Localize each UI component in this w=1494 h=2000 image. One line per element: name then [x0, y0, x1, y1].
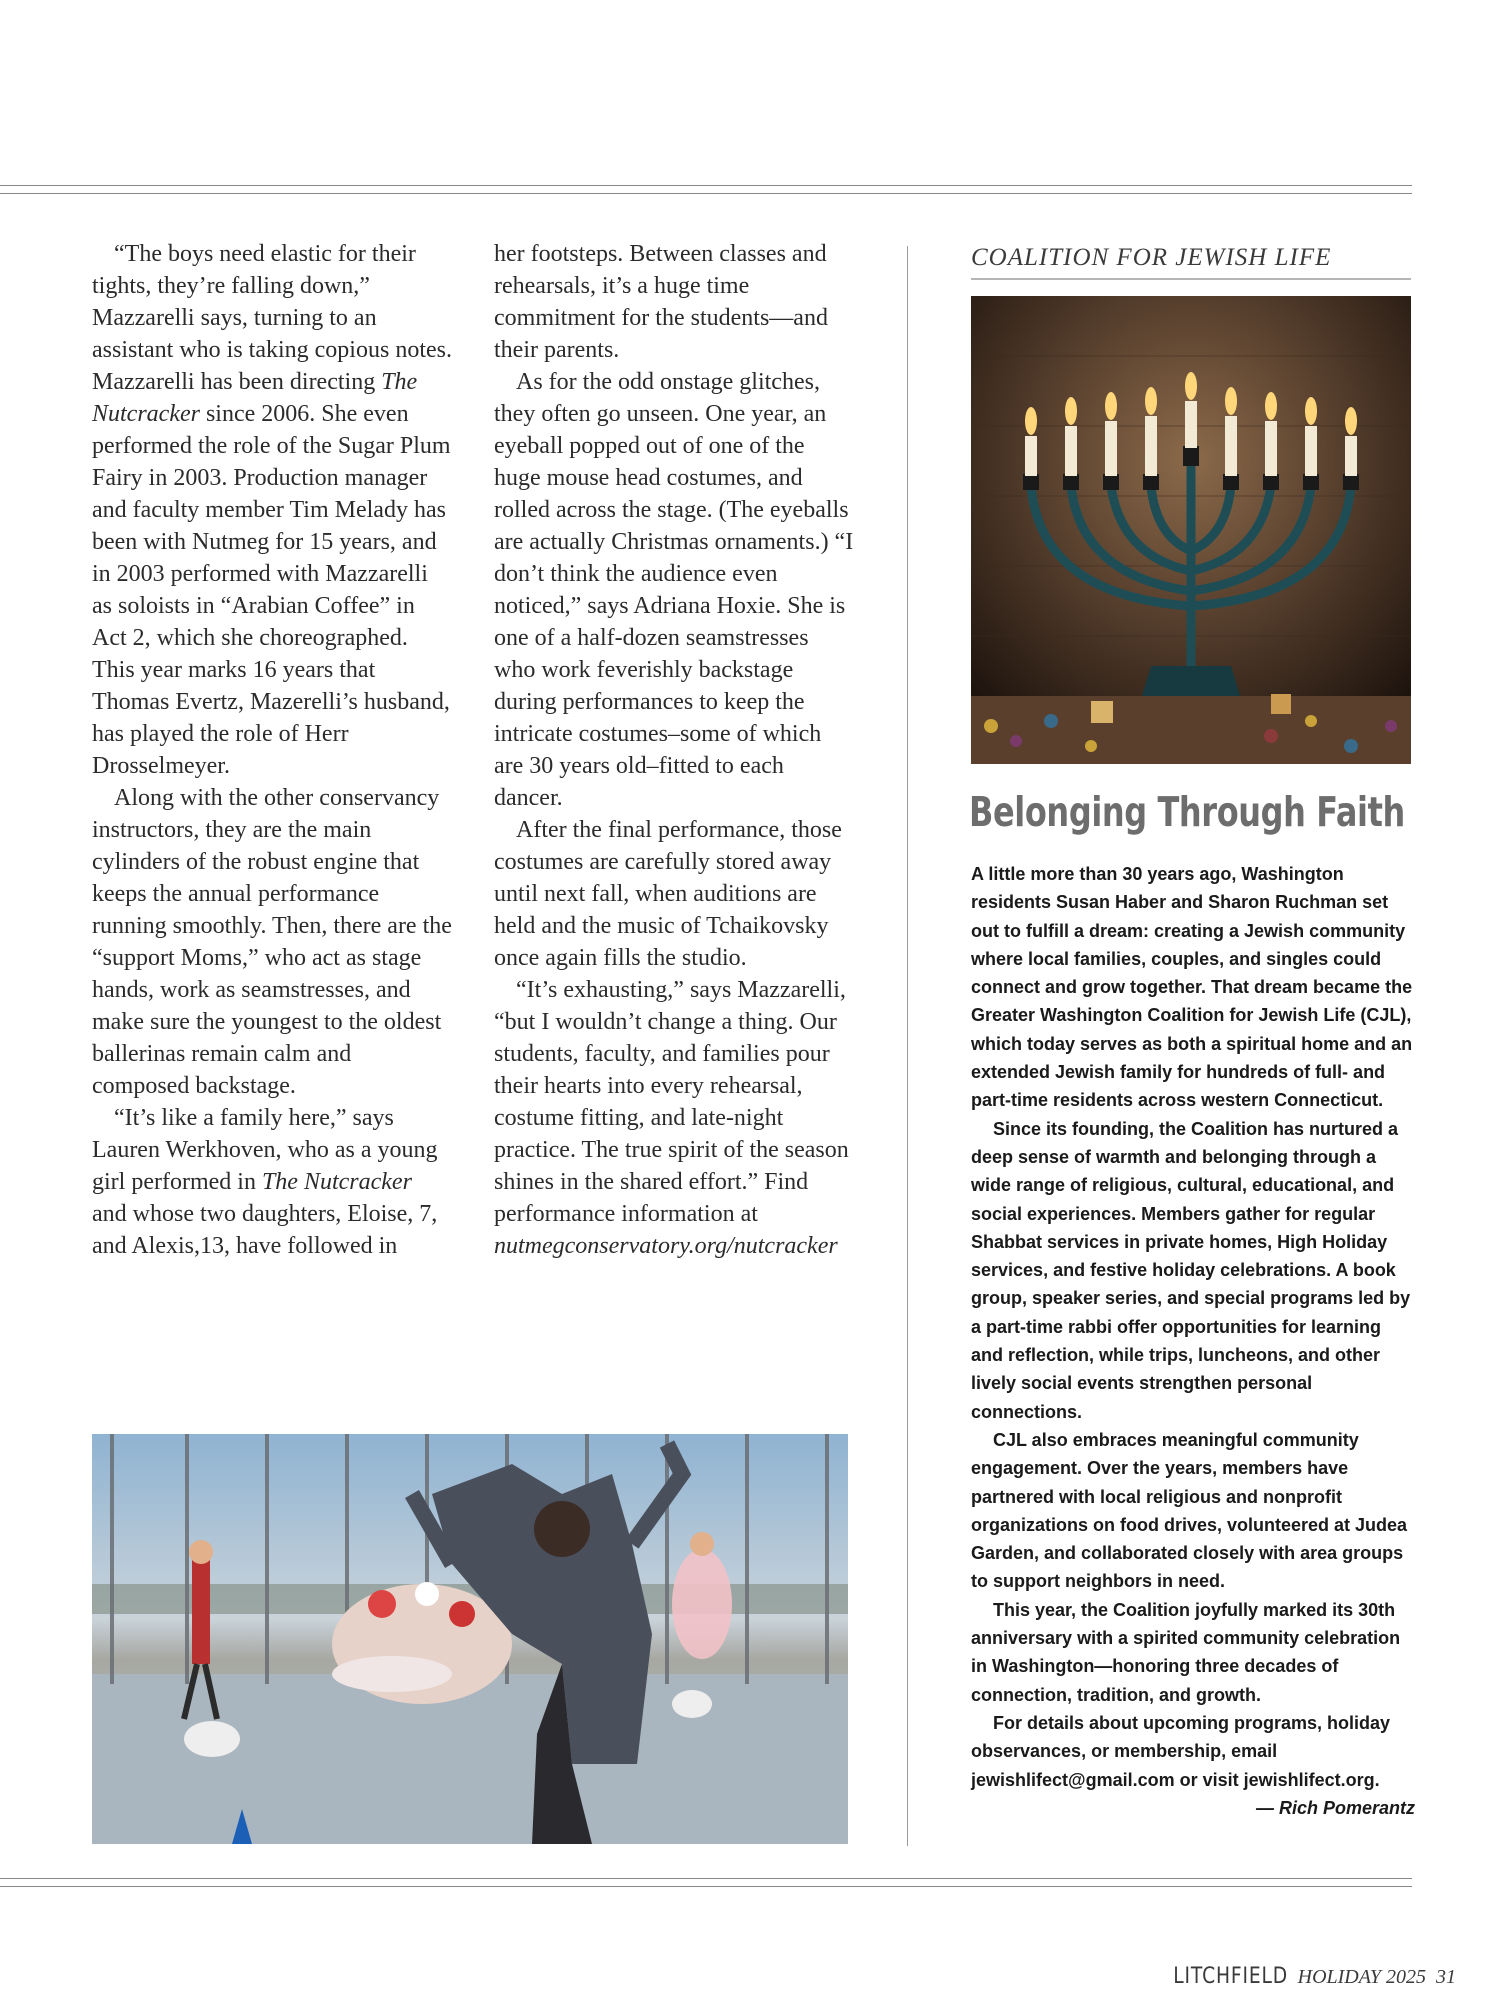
article-paragraph: her footsteps. Between classes and rehearsals, it’s a huge time commitment for the students—and their parents.: [494, 241, 828, 363]
sidebar-paragraph: CJL also embraces meaningful community engagement. Over the years, members have partnered with local religious and nonprofit organizations on food drives, volunteered at Judea Garden, and collaborated closely with area groups to support neighbors in need.: [971, 1429, 1408, 1592]
top-rule-inner: [0, 193, 1412, 194]
sidebar-section-label: COALITION FOR JEWISH LIFE: [971, 244, 1411, 280]
article-column-1: [92, 238, 452, 1262]
issue-name: HOLIDAY 2025: [1297, 1966, 1426, 1988]
column-divider: [907, 246, 908, 1846]
bottom-rule-inner: [0, 1886, 1412, 1887]
sidebar-paragraph: This year, the Coalition joyfully marked its 30th anniversary with a spirited community celebration in Washington—honoring three decades of connection, tradition, and growth.: [971, 1599, 1401, 1705]
sidebar-headline: Belonging Through Faith: [969, 788, 1405, 836]
article-paragraph: “It’s exhausting,” says Mazzarelli, “but I wouldn’t change a thing. Our students, faculty, and families pour their hearts into every rehearsal, costume fitting, and late-night practice. The true spirit of the season shines in the shared effort.” Find performance information at nutmegconservatory.org/nutcracker: [494, 977, 849, 1259]
magazine-name: LITCHFIELD: [1172, 1964, 1288, 1989]
article-column-2: [494, 238, 854, 1262]
top-rule: [0, 185, 1412, 186]
article-paragraph: Along with the other conservancy instructors, they are the main cylinders of the robust engine that keeps the annual performance running smoothly. Then, there are the “support Moms,” who act as stage hands, work as seamstresses, and make sure the youngest to the oldest ballerinas remain calm and composed backstage.: [92, 785, 452, 1099]
nutcracker-rehearsal-photo: [92, 1434, 848, 1844]
page-number: 31: [1436, 1966, 1456, 1988]
article-paragraph: “The boys need elastic for their tights, they’re falling down,” Mazzarelli says, turning to an assistant who is taking copious notes. Mazzarelli has been directing The Nutcracker since 2006. She even performed the role of the Sugar Plum Fairy in 2003. Production manager and faculty member Tim Melady has been with Nutmeg for 15 years, and in 2003 performed with Mazzarelli as soloists in “Arabian Coffee” in Act 2, which she choreographed. This year marks 16 years that Thomas Evertz, Mazerelli’s husband, has played the role of Herr Drosselmeyer.: [92, 241, 452, 779]
performance-url: nutmegconservatory.org/nutcracker: [494, 1233, 838, 1259]
article-paragraph: As for the odd onstage glitches, they often go unseen. One year, an eyeball popped out of one of the huge mouse head costumes, and rolled across the stage. (The eyeballs are actually Christmas ornaments.) “I don’t think the audience even noticed,” says Adriana Hoxie. She is one of a half-dozen seamstresses who work feverishly backstage during performances to keep the intricate costumes–some of which are 30 years old–fitted to each dancer.: [494, 369, 854, 811]
byline: — Rich Pomerantz: [1255, 1797, 1415, 1818]
italic-title: The Nutcracker: [261, 1169, 412, 1195]
sidebar-body: [971, 860, 1415, 1822]
article-paragraph: “It’s like a family here,” says Lauren Werkhoven, who as a young girl performed in The Nutcracker and whose two daughters, Eloise, 7, and Alexis,13, have followed in: [92, 1105, 438, 1259]
sidebar-paragraph: A little more than 30 years ago, Washington residents Susan Haber and Sharon Ruchman set out to fulfill a dream: creating a Jewish community where local families, couples, and singles could connect and grow together. That dream became the Greater Washington Coalition for Jewish Life (CJL), which today serves as both a spiritual home and an extended Jewish family for hundreds of full- and part-time residents across western Connecticut.: [971, 864, 1413, 1111]
sidebar-paragraph: For details about upcoming programs, holiday observances, or membership, email jewishlifect@gmail.com or visit jewishlifect.org.: [971, 1712, 1391, 1790]
bottom-rule: [0, 1878, 1412, 1879]
italic-title: The Nutcracker: [92, 369, 418, 427]
article-paragraph: After the final performance, those costumes are carefully stored away until next fall, when auditions are held and the music of Tchaikovsky once again fills the studio.: [494, 817, 842, 971]
menorah-photo: [971, 296, 1411, 764]
sidebar-paragraph: Since its founding, the Coalition has nurtured a deep sense of warmth and belonging through a wide range of religious, cultural, educational, and social experiences. Members gather for regular Shabbat services in private homes, High Holiday services, and festive holiday celebrations. A book group, speaker series, and special programs led by a part-time rabbi offer opportunities for learning and reflection, while trips, luncheons, and other lively social events strengthen personal connections.: [971, 1118, 1411, 1422]
page-footer: [1153, 1964, 1456, 1989]
